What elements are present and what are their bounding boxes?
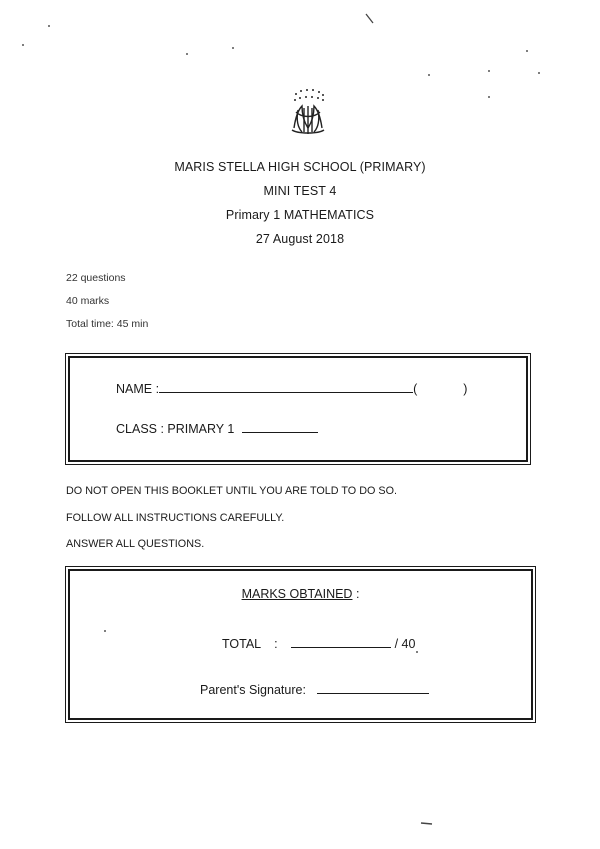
class-label: CLASS : PRIMARY 1	[116, 422, 235, 436]
scan-speck	[488, 70, 490, 72]
test-date: 27 August 2018	[255, 232, 345, 246]
name-label: NAME :	[116, 382, 160, 396]
signature-field[interactable]	[317, 681, 429, 694]
scan-speck	[186, 53, 188, 55]
total-row	[222, 635, 415, 651]
school-crest-icon	[282, 84, 334, 140]
marks-obtained-box	[68, 569, 533, 720]
question-count: 22 questions	[66, 272, 126, 284]
test-title: MINI TEST 4	[263, 184, 337, 198]
signature-row	[200, 681, 429, 697]
register-number-open: (	[413, 382, 418, 396]
scan-speck	[538, 72, 540, 74]
name-row	[116, 380, 467, 396]
scan-mark	[420, 820, 434, 826]
class-row	[116, 420, 318, 436]
total-label: TOTAL	[222, 637, 261, 651]
scan-speck	[428, 74, 430, 76]
total-time: Total time: 45 min	[66, 318, 149, 330]
instruction-line: ANSWER ALL QUESTIONS.	[66, 538, 205, 550]
student-details-box	[68, 356, 528, 462]
scan-speck	[488, 96, 490, 98]
subject-title: Primary 1 MATHEMATICS	[225, 208, 375, 222]
name-field[interactable]	[159, 380, 413, 393]
register-number-close: )	[463, 382, 468, 396]
scan-speck	[48, 25, 50, 27]
scan-speck	[22, 44, 24, 46]
total-score-field[interactable]	[291, 635, 391, 648]
document-header	[0, 155, 600, 251]
instruction-line: DO NOT OPEN THIS BOOKLET UNTIL YOU ARE TOLD TO DO SO.	[66, 485, 397, 497]
instruction-line: FOLLOW ALL INSTRUCTIONS CAREFULLY.	[66, 511, 285, 524]
instructions	[66, 478, 397, 558]
signature-label: Parent's Signature:	[200, 683, 306, 697]
school-name: MARIS STELLA HIGH SCHOOL (PRIMARY)	[174, 160, 426, 174]
total-marks: 40 marks	[66, 295, 110, 307]
total-colon: :	[274, 637, 278, 651]
total-out-of: / 40	[394, 637, 416, 651]
class-field[interactable]	[242, 420, 318, 433]
scan-speck	[526, 50, 528, 52]
marks-title-colon: :	[355, 587, 360, 601]
test-info	[66, 267, 148, 336]
marks-title-text: MARKS OBTAINED	[241, 587, 353, 601]
marks-title	[70, 587, 531, 601]
scan-mark	[364, 12, 376, 26]
scan-speck	[232, 47, 234, 49]
